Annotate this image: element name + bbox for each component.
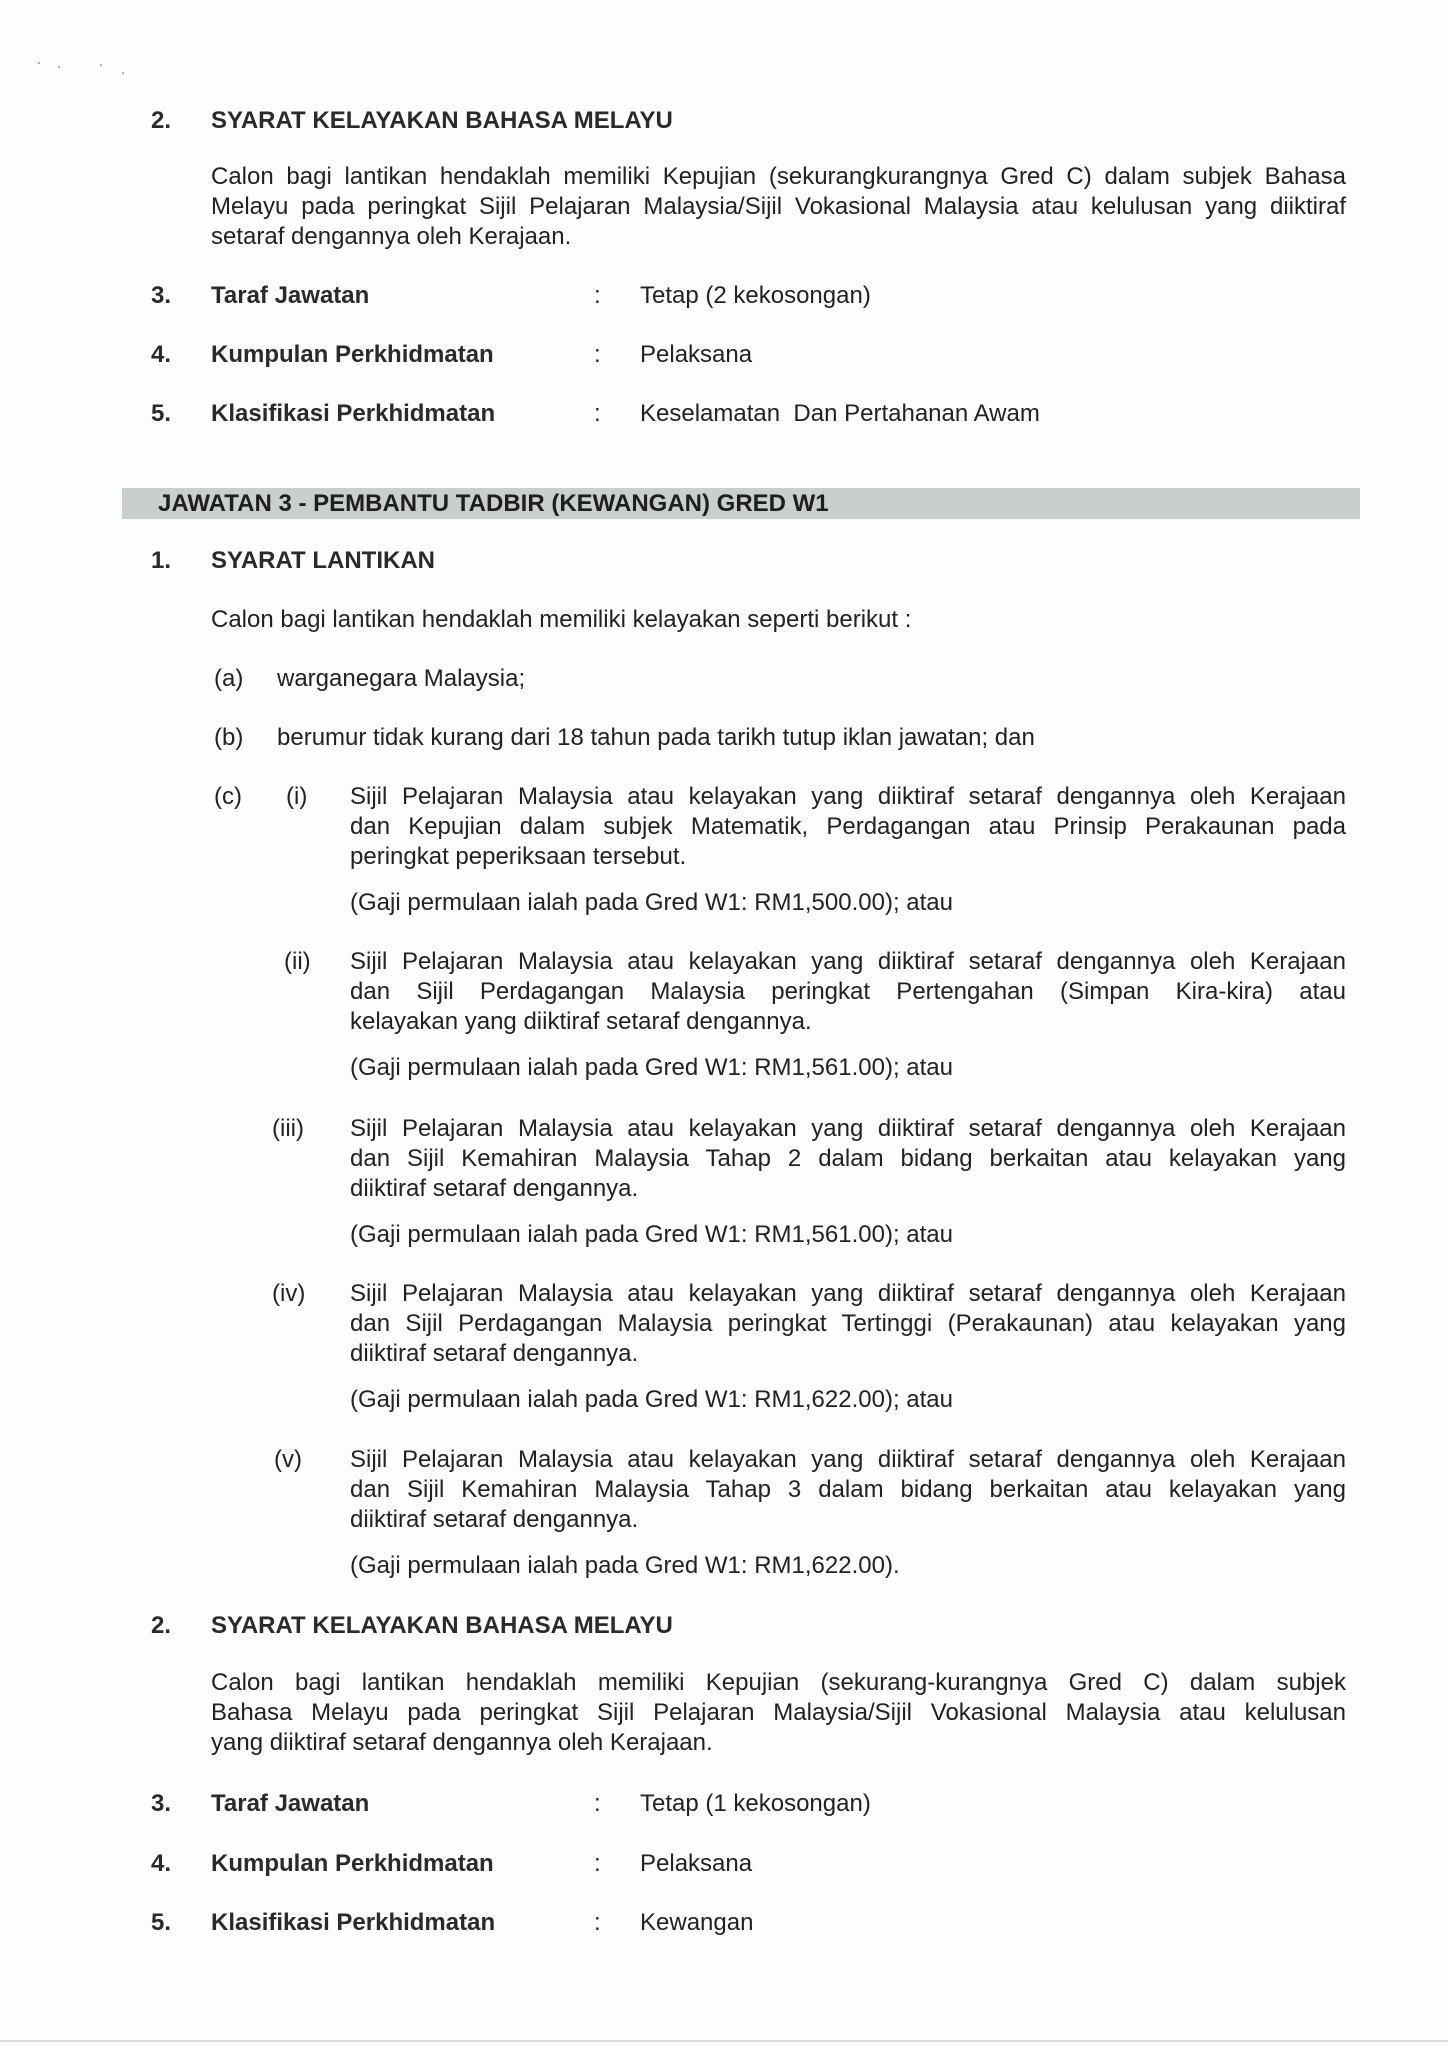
- page-bottom-edge: [0, 2040, 1448, 2042]
- field-colon: :: [594, 400, 601, 427]
- section-heading: SYARAT KELAYAKAN BAHASA MELAYU: [211, 1612, 673, 1639]
- salary-note: (Gaji permulaan ialah pada Gred W1: RM1,622.00).: [350, 1552, 900, 1579]
- item-label: (ii): [284, 948, 311, 975]
- item-text-line: peringkat peperiksaan tersebut.: [350, 843, 687, 870]
- field-value: Kewangan: [640, 1909, 754, 1936]
- item-text: warganegara Malaysia;: [277, 665, 526, 692]
- paragraph-line: Calon bagi lantikan hendaklah memiliki Kepujian (sekurangkurangnya Gred C) dalam subjek Bahasa: [211, 163, 1346, 190]
- item-text-line: dan Sijil Perdagangan Malaysia peringkat Tertinggi (Perakaunan) atau kelayakan yang: [350, 1310, 1346, 1337]
- field-label: Taraf Jawatan: [211, 1790, 370, 1817]
- item-label: (i): [286, 783, 308, 810]
- field-colon: :: [594, 341, 601, 368]
- item-text-line: dan Sijil Kemahiran Malaysia Tahap 3 dalam bidang berkaitan atau kelayakan yang: [350, 1476, 1346, 1503]
- paragraph-line: setaraf dengannya oleh Kerajaan.: [211, 223, 572, 250]
- paragraph-line: yang diiktiraf setaraf dengannya oleh Kerajaan.: [211, 1729, 713, 1756]
- salary-note: (Gaji permulaan ialah pada Gred W1: RM1,561.00); atau: [350, 1221, 953, 1248]
- field-value: Tetap (1 kekosongan): [640, 1790, 871, 1817]
- field-label: Kumpulan Perkhidmatan: [211, 1850, 494, 1877]
- item-text-line: Sijil Pelajaran Malaysia atau kelayakan yang diiktiraf setaraf dengannya oleh Kerajaan: [350, 1446, 1346, 1473]
- salary-note: (Gaji permulaan ialah pada Gred W1: RM1,561.00); atau: [350, 1054, 953, 1081]
- field-number: 4.: [151, 1850, 172, 1877]
- scan-speck: [38, 62, 40, 64]
- item-label: (iii): [272, 1115, 304, 1142]
- field-value: Pelaksana: [640, 341, 753, 368]
- field-number: 3.: [151, 1790, 172, 1817]
- item-text-line: dan Sijil Perdagangan Malaysia peringkat Pertengahan (Simpan Kira-kira) atau: [350, 978, 1346, 1005]
- scan-speck: [58, 66, 60, 68]
- field-value: Pelaksana: [640, 1850, 753, 1877]
- item-text-line: diiktiraf setaraf dengannya.: [350, 1506, 639, 1533]
- item-label: (v): [274, 1446, 302, 1473]
- post-title: JAWATAN 3 - PEMBANTU TADBIR (KEWANGAN) GRED W1: [158, 490, 829, 517]
- item-text-line: dan Kepujian dalam subjek Matematik, Perdagangan atau Prinsip Perakaunan pada: [350, 813, 1346, 840]
- field-value: Keselamatan Dan Pertahanan Awam: [640, 400, 1040, 427]
- item-text-line: Sijil Pelajaran Malaysia atau kelayakan yang diiktiraf setaraf dengannya oleh Kerajaan: [350, 783, 1346, 810]
- item-text-line: kelayakan yang diiktiraf setaraf dengannya.: [350, 1008, 812, 1035]
- item-text-line: diiktiraf setaraf dengannya.: [350, 1340, 639, 1367]
- post-title-banner: [122, 488, 1360, 519]
- item-text-line: diiktiraf setaraf dengannya.: [350, 1175, 639, 1202]
- section-number: 1.: [151, 547, 172, 574]
- item-text-line: Sijil Pelajaran Malaysia atau kelayakan yang diiktiraf setaraf dengannya oleh Kerajaan: [350, 948, 1346, 975]
- item-label: (iv): [272, 1280, 306, 1307]
- field-colon: :: [594, 1850, 601, 1877]
- paragraph-line: Bahasa Melayu pada peringkat Sijil Pelajaran Malaysia/Sijil Vokasional Malaysia atau kelulusan: [211, 1699, 1346, 1726]
- intro-text: Calon bagi lantikan hendaklah memiliki kelayakan seperti berikut :: [211, 606, 912, 633]
- item-text-line: Sijil Pelajaran Malaysia atau kelayakan yang diiktiraf setaraf dengannya oleh Kerajaan: [350, 1280, 1346, 1307]
- scan-speck: [100, 64, 102, 66]
- scan-speck: [122, 72, 124, 74]
- section-number: 2.: [151, 107, 172, 134]
- field-number: 3.: [151, 282, 172, 309]
- field-label: Klasifikasi Perkhidmatan: [211, 1909, 496, 1936]
- field-value: Tetap (2 kekosongan): [640, 282, 871, 309]
- field-colon: :: [594, 1909, 601, 1936]
- field-label: Klasifikasi Perkhidmatan: [211, 400, 496, 427]
- item-text-line: Sijil Pelajaran Malaysia atau kelayakan yang diiktiraf setaraf dengannya oleh Kerajaan: [350, 1115, 1346, 1142]
- field-label: Kumpulan Perkhidmatan: [211, 341, 494, 368]
- section-number: 2.: [151, 1612, 172, 1639]
- field-number: 5.: [151, 1909, 172, 1936]
- field-label: Taraf Jawatan: [211, 282, 370, 309]
- item-label: (a): [214, 665, 244, 692]
- field-colon: :: [594, 282, 601, 309]
- section-heading: SYARAT LANTIKAN: [211, 547, 436, 574]
- field-number: 4.: [151, 341, 172, 368]
- salary-note: (Gaji permulaan ialah pada Gred W1: RM1,622.00); atau: [350, 1386, 953, 1413]
- item-text-line: dan Sijil Kemahiran Malaysia Tahap 2 dalam bidang berkaitan atau kelayakan yang: [350, 1145, 1346, 1172]
- field-colon: :: [594, 1790, 601, 1817]
- item-text: berumur tidak kurang dari 18 tahun pada tarikh tutup iklan jawatan; dan: [277, 724, 1035, 751]
- paragraph-line: Calon bagi lantikan hendaklah memiliki Kepujian (sekurang-kurangnya Gred C) dalam subjek: [211, 1669, 1346, 1696]
- salary-note: (Gaji permulaan ialah pada Gred W1: RM1,500.00); atau: [350, 889, 953, 916]
- item-label: (c): [214, 783, 242, 810]
- paragraph-line: Melayu pada peringkat Sijil Pelajaran Malaysia/Sijil Vokasional Malaysia atau kelulusan yang diiktiraf: [211, 193, 1346, 220]
- field-number: 5.: [151, 400, 172, 427]
- item-label: (b): [214, 724, 244, 751]
- section-heading: SYARAT KELAYAKAN BAHASA MELAYU: [211, 107, 673, 134]
